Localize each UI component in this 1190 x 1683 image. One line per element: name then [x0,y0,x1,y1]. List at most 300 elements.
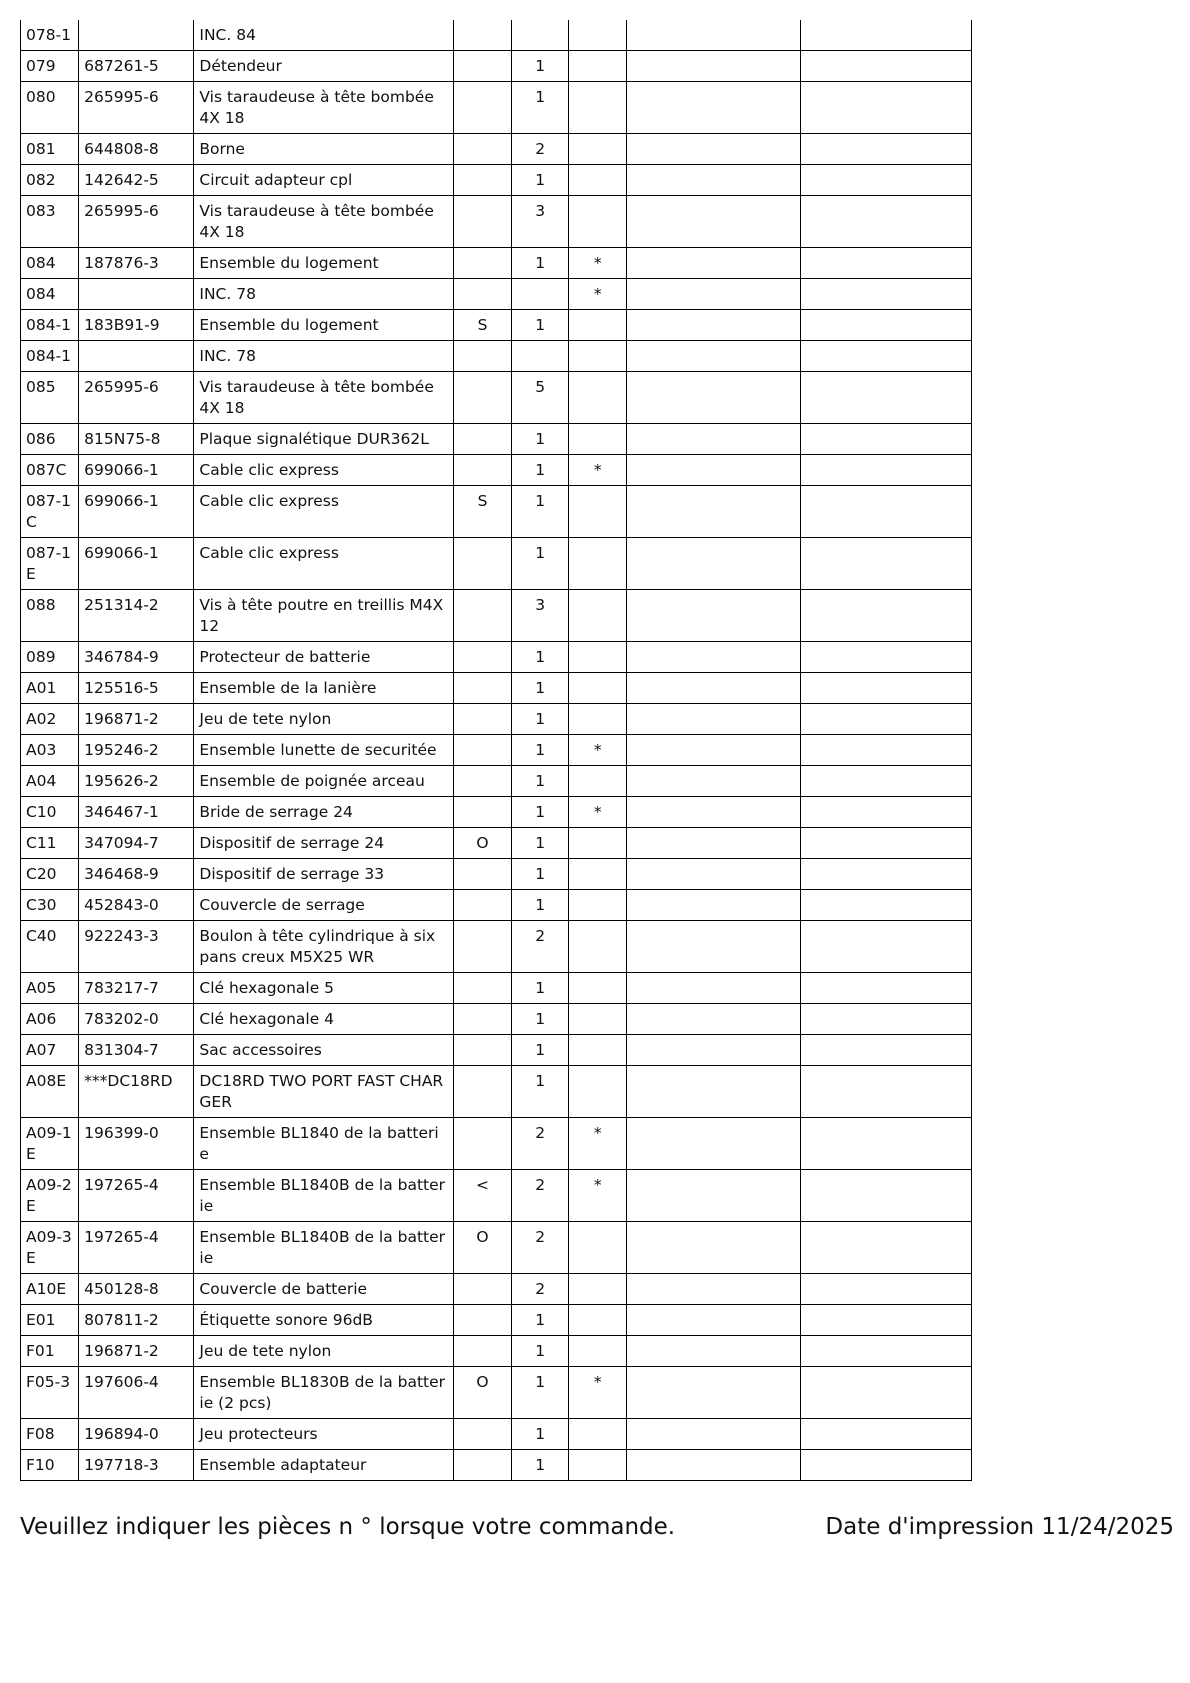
flag-cell [569,828,627,859]
quantity-cell: 2 [512,1170,569,1222]
quantity-cell: 1 [512,424,569,455]
note-cell [453,1118,511,1170]
empty-cell [627,1222,800,1274]
description-cell: Étiquette sonore 96dB [194,1305,454,1336]
description-cell: Circuit adapteur cpl [194,165,454,196]
flag-cell [569,20,627,51]
quantity-cell: 1 [512,642,569,673]
table-row [21,486,972,538]
flag-cell [569,82,627,134]
empty-cell [627,1336,800,1367]
note-cell: S [453,310,511,341]
ref-no-cell: A09-3E [21,1222,79,1274]
note-cell [453,890,511,921]
description-cell: Couvercle de batterie [194,1274,454,1305]
table-row [21,1222,972,1274]
part-number-cell: 450128-8 [79,1274,194,1305]
quantity-cell: 1 [512,973,569,1004]
part-number-cell: 831304-7 [79,1035,194,1066]
flag-cell [569,766,627,797]
part-number-cell: 197265-4 [79,1170,194,1222]
table-row [21,1118,972,1170]
empty-cell [800,341,971,372]
table-row [21,590,972,642]
empty-cell [627,1118,800,1170]
empty-cell [627,1004,800,1035]
description-cell: Ensemble BL1840 de la batterie [194,1118,454,1170]
ref-no-cell: A02 [21,704,79,735]
quantity-cell: 1 [512,82,569,134]
empty-cell [800,486,971,538]
ref-no-cell: C10 [21,797,79,828]
empty-cell [627,134,800,165]
flag-cell [569,590,627,642]
note-cell: O [453,828,511,859]
empty-cell [627,279,800,310]
description-cell: Ensemble du logement [194,310,454,341]
part-number-cell: 265995-6 [79,82,194,134]
ref-no-cell: 084 [21,279,79,310]
quantity-cell: 1 [512,766,569,797]
part-number-cell: ***DC18RD [79,1066,194,1118]
table-row [21,196,972,248]
table-row [21,1035,972,1066]
empty-cell [800,973,971,1004]
description-cell: Vis taraudeuse à tête bombée 4X 18 [194,196,454,248]
quantity-cell: 1 [512,486,569,538]
note-cell [453,973,511,1004]
note-cell: O [453,1367,511,1419]
quantity-cell: 1 [512,1066,569,1118]
part-number-cell: 922243-3 [79,921,194,973]
ref-no-cell: A08E [21,1066,79,1118]
flag-cell: * [569,1170,627,1222]
description-cell: Clé hexagonale 4 [194,1004,454,1035]
empty-cell [627,51,800,82]
quantity-cell [512,341,569,372]
ref-no-cell: F01 [21,1336,79,1367]
table-row [21,1170,972,1222]
flag-cell [569,1336,627,1367]
empty-cell [627,797,800,828]
empty-cell [800,82,971,134]
description-cell: Cable clic express [194,455,454,486]
quantity-cell: 5 [512,372,569,424]
quantity-cell: 3 [512,590,569,642]
description-cell: Protecteur de batterie [194,642,454,673]
empty-cell [627,1367,800,1419]
table-row [21,921,972,973]
note-cell [453,372,511,424]
note-cell [453,1419,511,1450]
description-cell: Cable clic express [194,486,454,538]
empty-cell [627,766,800,797]
empty-cell [627,921,800,973]
ref-no-cell: F08 [21,1419,79,1450]
empty-cell [627,1305,800,1336]
table-row [21,1336,972,1367]
table-row [21,1004,972,1035]
note-cell [453,859,511,890]
flag-cell [569,51,627,82]
description-cell: Ensemble de la lanière [194,673,454,704]
description-cell: Détendeur [194,51,454,82]
table-row [21,673,972,704]
empty-cell [627,890,800,921]
quantity-cell: 1 [512,538,569,590]
note-cell [453,279,511,310]
ref-no-cell: C40 [21,921,79,973]
flag-cell [569,1035,627,1066]
empty-cell [800,1274,971,1305]
empty-cell [800,1118,971,1170]
description-cell: Couvercle de serrage [194,890,454,921]
empty-cell [800,828,971,859]
flag-cell [569,673,627,704]
note-cell [453,590,511,642]
part-number-cell: 783202-0 [79,1004,194,1035]
flag-cell: * [569,455,627,486]
empty-cell [627,973,800,1004]
ref-no-cell: 087C [21,455,79,486]
note-cell [453,921,511,973]
empty-cell [800,890,971,921]
flag-cell [569,1450,627,1481]
quantity-cell: 2 [512,1222,569,1274]
table-row [21,165,972,196]
flag-cell [569,165,627,196]
empty-cell [800,1336,971,1367]
description-cell: Jeu de tete nylon [194,1336,454,1367]
flag-cell [569,1004,627,1035]
quantity-cell: 1 [512,1305,569,1336]
table-row [21,341,972,372]
quantity-cell: 1 [512,51,569,82]
part-number-cell: 687261-5 [79,51,194,82]
note-cell [453,1035,511,1066]
table-row [21,1419,972,1450]
empty-cell [627,1274,800,1305]
note-cell [453,538,511,590]
quantity-cell [512,279,569,310]
empty-cell [800,859,971,890]
ref-no-cell: C20 [21,859,79,890]
table-row [21,766,972,797]
quantity-cell: 1 [512,455,569,486]
empty-cell [800,1222,971,1274]
empty-cell [800,921,971,973]
part-number-cell: 195626-2 [79,766,194,797]
ref-no-cell: A06 [21,1004,79,1035]
ref-no-cell: A01 [21,673,79,704]
empty-cell [627,1066,800,1118]
parts-table-body [21,20,972,1481]
table-row [21,890,972,921]
part-number-cell [79,341,194,372]
empty-cell [800,1066,971,1118]
footer-note: Veuillez indiquer les pièces n ° lorsque votre commande. [20,1514,676,1540]
empty-cell [627,859,800,890]
part-number-cell: 699066-1 [79,486,194,538]
table-row [21,248,972,279]
empty-cell [800,1170,971,1222]
empty-cell [627,1419,800,1450]
part-number-cell: 807811-2 [79,1305,194,1336]
part-number-cell: 265995-6 [79,372,194,424]
description-cell: Sac accessoires [194,1035,454,1066]
table-row [21,372,972,424]
empty-cell [627,82,800,134]
empty-cell [800,51,971,82]
ref-no-cell: F10 [21,1450,79,1481]
table-row [21,134,972,165]
ref-no-cell: A03 [21,735,79,766]
part-number-cell: 783217-7 [79,973,194,1004]
part-number-cell: 197718-3 [79,1450,194,1481]
empty-cell [627,310,800,341]
table-row [21,1305,972,1336]
part-number-cell: 699066-1 [79,538,194,590]
part-number-cell: 196894-0 [79,1419,194,1450]
note-cell [453,1274,511,1305]
description-cell: Jeu protecteurs [194,1419,454,1450]
ref-no-cell: 087-1C [21,486,79,538]
quantity-cell: 1 [512,704,569,735]
flag-cell: * [569,797,627,828]
ref-no-cell: C30 [21,890,79,921]
flag-cell: * [569,735,627,766]
part-number-cell: 197606-4 [79,1367,194,1419]
flag-cell [569,921,627,973]
description-cell: Dispositif de serrage 33 [194,859,454,890]
flag-cell [569,890,627,921]
part-number-cell: 265995-6 [79,196,194,248]
quantity-cell: 3 [512,196,569,248]
flag-cell [569,1222,627,1274]
description-cell: Ensemble BL1840B de la batterie [194,1170,454,1222]
ref-no-cell: 084 [21,248,79,279]
ref-no-cell: 085 [21,372,79,424]
table-row [21,310,972,341]
ref-no-cell: 083 [21,196,79,248]
note-cell [453,134,511,165]
part-number-cell: 195246-2 [79,735,194,766]
flag-cell [569,310,627,341]
ref-no-cell: C11 [21,828,79,859]
quantity-cell: 1 [512,1336,569,1367]
part-number-cell: 346468-9 [79,859,194,890]
quantity-cell: 1 [512,165,569,196]
flag-cell [569,704,627,735]
table-row [21,1367,972,1419]
quantity-cell: 1 [512,828,569,859]
note-cell [453,1336,511,1367]
description-cell: DC18RD TWO PORT FAST CHARGER [194,1066,454,1118]
flag-cell [569,642,627,673]
table-row [21,424,972,455]
quantity-cell: 2 [512,134,569,165]
table-row [21,1066,972,1118]
note-cell [453,165,511,196]
description-cell: Dispositif de serrage 24 [194,828,454,859]
table-row [21,828,972,859]
part-number-cell: 251314-2 [79,590,194,642]
empty-cell [800,1367,971,1419]
description-cell: Bride de serrage 24 [194,797,454,828]
empty-cell [627,590,800,642]
ref-no-cell: 084-1 [21,341,79,372]
table-row [21,704,972,735]
ref-no-cell: A04 [21,766,79,797]
empty-cell [800,590,971,642]
flag-cell [569,486,627,538]
table-row [21,797,972,828]
quantity-cell: 1 [512,673,569,704]
flag-cell: * [569,1118,627,1170]
empty-cell [800,196,971,248]
note-cell [453,1305,511,1336]
flag-cell [569,973,627,1004]
quantity-cell: 1 [512,859,569,890]
empty-cell [800,424,971,455]
ref-no-cell: 078-1 [21,20,79,51]
note-cell [453,766,511,797]
ref-no-cell: 086 [21,424,79,455]
empty-cell [800,1004,971,1035]
table-row [21,973,972,1004]
quantity-cell: 2 [512,1274,569,1305]
quantity-cell: 1 [512,1450,569,1481]
quantity-cell: 1 [512,735,569,766]
quantity-cell: 1 [512,1419,569,1450]
empty-cell [627,673,800,704]
description-cell: INC. 78 [194,279,454,310]
part-number-cell: 196871-2 [79,704,194,735]
ref-no-cell: 081 [21,134,79,165]
note-cell [453,341,511,372]
ref-no-cell: 084-1 [21,310,79,341]
quantity-cell: 1 [512,1367,569,1419]
table-row [21,82,972,134]
empty-cell [627,196,800,248]
empty-cell [627,486,800,538]
quantity-cell: 1 [512,248,569,279]
quantity-cell [512,20,569,51]
ref-no-cell: 080 [21,82,79,134]
note-cell [453,1004,511,1035]
note-cell [453,51,511,82]
ref-no-cell: 088 [21,590,79,642]
table-row [21,279,972,310]
table-row [21,735,972,766]
description-cell: Ensemble BL1830B de la batterie (2 pcs) [194,1367,454,1419]
flag-cell [569,341,627,372]
empty-cell [627,704,800,735]
note-cell [453,1450,511,1481]
empty-cell [627,455,800,486]
description-cell: Ensemble lunette de securitée [194,735,454,766]
empty-cell [627,248,800,279]
description-cell: Cable clic express [194,538,454,590]
empty-cell [627,20,800,51]
note-cell [453,735,511,766]
empty-cell [800,1450,971,1481]
part-number-cell: 187876-3 [79,248,194,279]
ref-no-cell: 089 [21,642,79,673]
empty-cell [627,538,800,590]
flag-cell [569,196,627,248]
empty-cell [800,735,971,766]
part-number-cell: 347094-7 [79,828,194,859]
part-number-cell [79,20,194,51]
table-row [21,1274,972,1305]
part-number-cell: 452843-0 [79,890,194,921]
flag-cell [569,1419,627,1450]
part-number-cell: 346467-1 [79,797,194,828]
quantity-cell: 1 [512,310,569,341]
part-number-cell: 196871-2 [79,1336,194,1367]
empty-cell [627,735,800,766]
empty-cell [800,1419,971,1450]
empty-cell [800,455,971,486]
note-cell [453,248,511,279]
table-row [21,51,972,82]
note-cell [453,797,511,828]
description-cell: Vis taraudeuse à tête bombée 4X 18 [194,372,454,424]
empty-cell [800,248,971,279]
empty-cell [800,1035,971,1066]
description-cell: Ensemble BL1840B de la batterie [194,1222,454,1274]
empty-cell [800,372,971,424]
description-cell: Vis taraudeuse à tête bombée 4X 18 [194,82,454,134]
part-number-cell: 142642-5 [79,165,194,196]
description-cell: Jeu de tete nylon [194,704,454,735]
description-cell: Borne [194,134,454,165]
note-cell [453,82,511,134]
empty-cell [800,165,971,196]
ref-no-cell: F05-3 [21,1367,79,1419]
part-number-cell: 699066-1 [79,455,194,486]
quantity-cell: 2 [512,921,569,973]
part-number-cell: 196399-0 [79,1118,194,1170]
flag-cell: * [569,248,627,279]
flag-cell: * [569,279,627,310]
flag-cell: * [569,1367,627,1419]
ref-no-cell: A05 [21,973,79,1004]
part-number-cell: 125516-5 [79,673,194,704]
ref-no-cell: 079 [21,51,79,82]
flag-cell [569,1066,627,1118]
description-cell: Clé hexagonale 5 [194,973,454,1004]
print-date: Date d'impression 11/24/2025 [825,1514,1174,1540]
ref-no-cell: A09-2E [21,1170,79,1222]
quantity-cell: 1 [512,1004,569,1035]
part-number-cell: 346784-9 [79,642,194,673]
empty-cell [800,20,971,51]
parts-table [20,20,972,1481]
empty-cell [800,279,971,310]
ref-no-cell: 087-1E [21,538,79,590]
empty-cell [627,1035,800,1066]
empty-cell [800,642,971,673]
empty-cell [800,766,971,797]
empty-cell [627,1450,800,1481]
description-cell: Ensemble du logement [194,248,454,279]
empty-cell [800,310,971,341]
empty-cell [627,1170,800,1222]
description-cell: INC. 78 [194,341,454,372]
table-row [21,1450,972,1481]
